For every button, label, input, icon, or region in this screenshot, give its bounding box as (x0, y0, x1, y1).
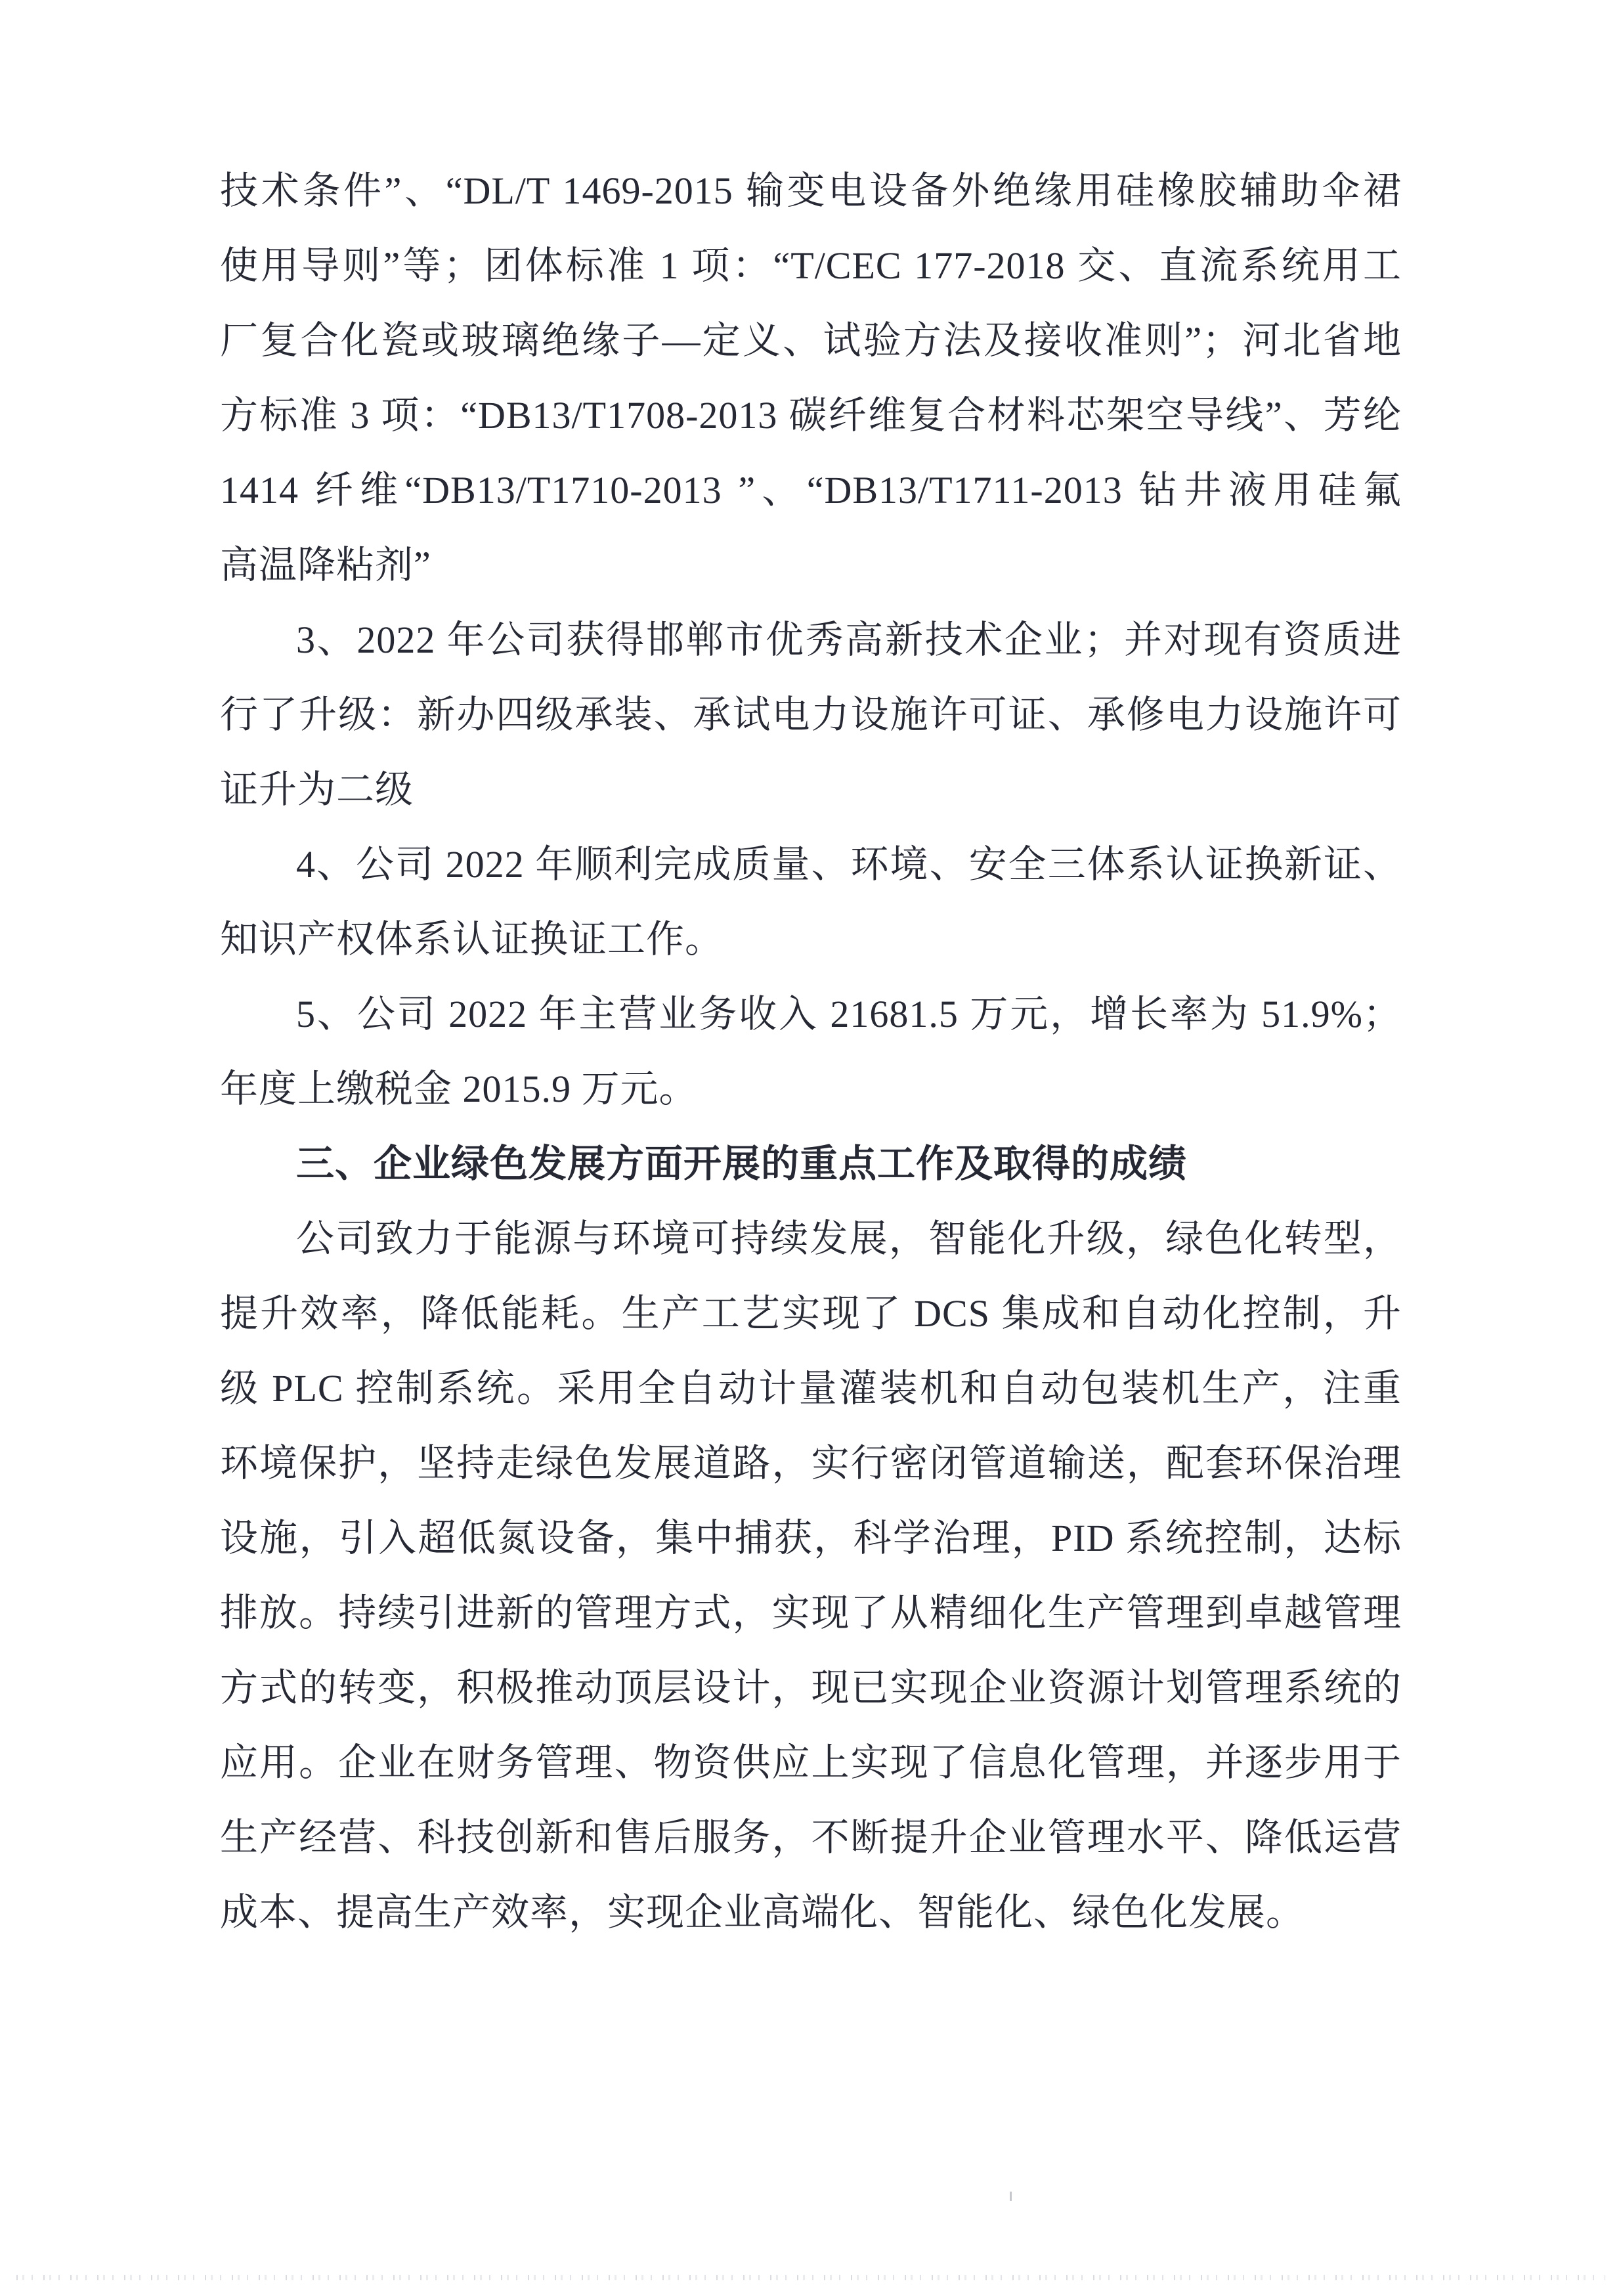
text-line: 使用导则”等；团体标准 1 项：“T/CEC 177-2018 交、直流系统用工 (220, 244, 1402, 287)
text-line: 方式的转变，积极推动顶层设计，现已实现企业资源计划管理系统的 (220, 1666, 1402, 1709)
scan-speck (1010, 2192, 1012, 2201)
text-line: 排放。持续引进新的管理方式，实现了从精细化生产管理到卓越管理 (220, 1592, 1402, 1634)
text-line: 年度上缴税金 2015.9 万元。 (220, 1068, 698, 1110)
text-line: 应用。企业在财务管理、物资供应上实现了信息化管理，并逐步用于 (220, 1741, 1402, 1784)
text-line: 知识产权体系认证换证工作。 (220, 918, 724, 961)
text-line: 厂复合化瓷或玻璃绝缘子—定义、试验方法及接收准则”；河北省地 (220, 319, 1402, 362)
text-line: 行了升级：新办四级承装、承试电力设施许可证、承修电力设施许可 (220, 693, 1402, 736)
text-line: 高温降粘剂” (220, 544, 431, 586)
text-line: 级 PLC 控制系统。采用全自动计量灌装机和自动包装机生产，注重 (220, 1367, 1402, 1410)
text-line: 证升为二级 (220, 768, 414, 811)
text-line: 成本、提高生产效率，实现企业高端化、智能化、绿色化发展。 (220, 1891, 1305, 1934)
text-line: 方标准 3 项：“DB13/T1708-2013 碳纤维复合材料芯架空导线”、芳纶 (220, 394, 1402, 437)
text-line: 设施，引入超低氮设备，集中捕获，科学治理，PID 系统控制，达标 (220, 1517, 1402, 1559)
text-line: 生产经营、科技创新和售后服务，不断提升企业管理水平、降低运营 (220, 1816, 1402, 1859)
text-line: 公司致力于能源与环境可持续发展，智能化升级，绿色化转型， (296, 1217, 1402, 1260)
text-line: 3、2022 年公司获得邯郸市优秀高新技术企业；并对现有资质进 (296, 618, 1402, 661)
text-line: 4、公司 2022 年顺利完成质量、环境、安全三体系认证换新证、 (296, 843, 1402, 886)
section-heading: 三、企业绿色发展方面开展的重点工作及取得的成绩 (296, 1142, 1188, 1185)
text-line: 提升效率，降低能耗。生产工艺实现了 DCS 集成和自动化控制，升 (220, 1292, 1402, 1335)
page-content (220, 154, 1402, 1950)
text-line: 1414 纤维“DB13/T1710-2013 ”、“DB13/T1711-2013 钻井液用硅氟 (220, 469, 1402, 511)
text-line: 环境保护，坚持走绿色发展道路，实行密闭管道输送，配套环保治理 (220, 1442, 1402, 1484)
scan-noise-strip (16, 2275, 1605, 2280)
text-line: 技术条件”、“DL/T 1469-2015 输变电设备外绝缘用硅橡胶辅助伞裙 (220, 169, 1402, 212)
text-line: 5、公司 2022 年主营业务收入 21681.5 万元，增长率为 51.9%； (296, 993, 1402, 1035)
